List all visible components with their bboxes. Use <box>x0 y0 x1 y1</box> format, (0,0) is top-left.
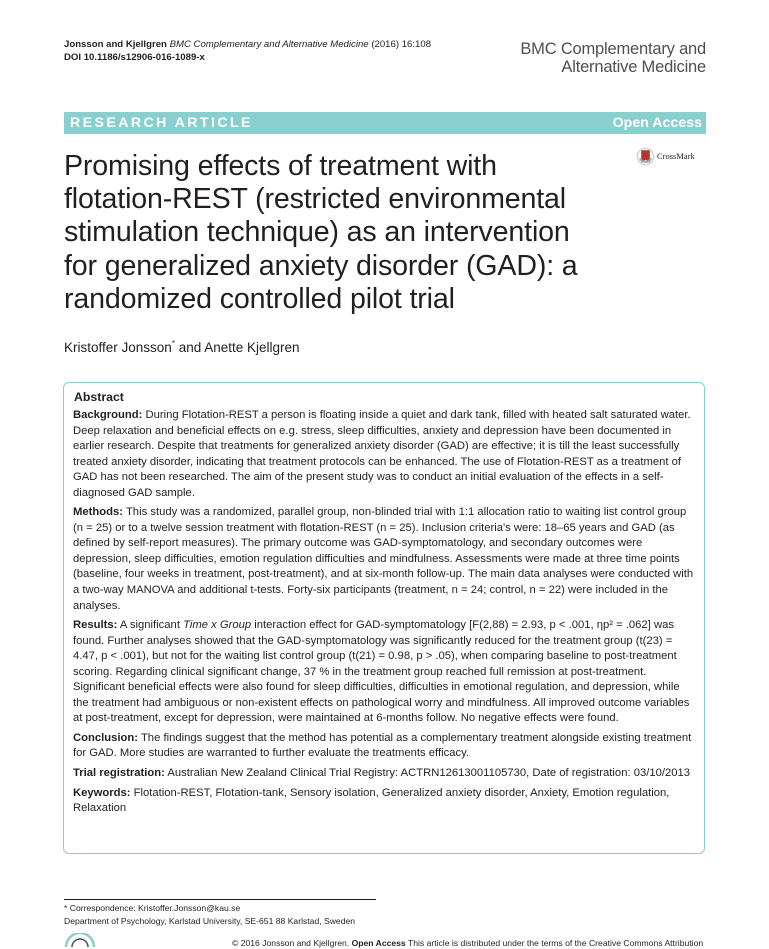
title-line: stimulation technique) as an intervention <box>64 216 570 249</box>
citation-header <box>64 38 504 64</box>
doi[interactable]: DOI 10.1186/s12906-016-1089-x <box>64 52 205 63</box>
citation-authors: Jonsson and Kjellgren <box>64 39 167 50</box>
section-text: A significant <box>119 619 184 632</box>
section-text: During Flotation-REST a person is floating inside a quiet and dark tank, filled with heated salt saturated water. Deep relaxation and beneficial effects on e.g. stress, sleep difficulties, anxiety and depression have been documented in earlier research. Despite that treatments for generalized anxiety disorder (GAD) are effective; it is till the least successfully treated anxiety disorder, indicating that treatment protocols can be enhanced. The use of Flotation-REST as a treatment of GAD has not been researched. The aim of the present study was to conduct an initial evaluation of the effects in a self-diagnosed GAD sample. <box>73 409 691 499</box>
title-line: flotation-REST (restricted environmental <box>64 183 567 216</box>
open-access-label: Open Access <box>612 115 702 131</box>
correspondence[interactable]: * Correspondence: Kristoffer.Jonsson@kau.se <box>64 903 241 913</box>
title-line: Promising effects of treatment with <box>64 150 497 182</box>
citation-journal: BMC Complementary and Alternative Medicine <box>169 39 369 50</box>
affiliation: Department of Psychology, Karlstad University, SE-651 88 Karlstad, Sweden <box>64 915 356 926</box>
abstract-trial-registration <box>73 766 695 782</box>
abstract-heading: Abstract <box>74 390 124 404</box>
section-text: Flotation-REST, Flotation-tank, Sensory isolation, Generalized anxiety disorder, Anxiety, Emotion regulation, Relaxation <box>73 786 670 815</box>
section-label: Background: <box>73 409 143 421</box>
crossmark-label: CrossMark <box>657 151 695 161</box>
article-title <box>64 150 624 316</box>
crossmark-icon <box>636 147 655 166</box>
section-label: Methods: <box>73 506 123 519</box>
license-open-access: Open Access <box>351 938 406 948</box>
license-copyright: © 2016 Jonsson and Kjellgren. <box>232 938 350 948</box>
author-name[interactable]: Kristoffer Jonsson <box>64 340 172 355</box>
section-text: Australian New Zealand Clinical Trial Registry: ACTRN12613001105730, Date of registration: 03/10/2013 <box>167 767 691 780</box>
article-type-banner <box>64 112 706 134</box>
section-label: Conclusion: <box>73 731 138 744</box>
abstract-methods <box>73 505 695 614</box>
footnote <box>64 902 355 927</box>
license-text: This article is distributed under the terms of the Creative Commons Attribution <box>407 938 704 948</box>
author-name[interactable]: Anette Kjellgren <box>204 340 300 355</box>
author-connector: and <box>174 340 205 355</box>
section-label: Keywords: <box>73 786 131 799</box>
abstract-conclusion <box>73 731 695 762</box>
abstract-keywords <box>73 786 695 817</box>
title-line: for generalized anxiety disorder (GAD): a <box>64 249 578 282</box>
abstract-results <box>73 618 695 727</box>
citation-details: (2016) 16:108 <box>371 39 432 50</box>
section-label: Results: <box>73 619 118 632</box>
footnote-divider <box>64 899 376 900</box>
license-statement <box>232 938 703 949</box>
corresponding-mark: * <box>171 339 175 348</box>
crossmark-badge[interactable] <box>636 147 708 167</box>
abstract-box <box>63 382 705 854</box>
section-label: Trial registration: <box>73 767 165 780</box>
journal-logo-line2: Alternative Medicine <box>561 58 706 76</box>
section-text: This study was a randomized, parallel group, non-blinded trial with 1:1 allocation ratio to waiting list control group (n = 25) or to a twelve session treatment with flotation-REST (n = 25). Inclusion criteria's were: 18–65 years and GAD (as defined by self-report measures). The primary outcome was GAD-symptomatology, and secondary outcomes were depression, sleep difficulties, emotion regulation difficulties and mindfulness. Assessments were made at three time points (baseline, four weeks in treatment, post-treatment), and at six-month follow-up. The main data analyses were conducted with a two-way MANOVA and additional t-tests. Forty-six participants (treatment, n = 24; control, n = 22) were included in the analyses. <box>73 506 694 612</box>
journal-logo-line1: BMC Complementary and <box>520 40 706 58</box>
section-text: interaction effect for GAD-symptomatology [F(2,88) = 2.93, p < .001, ηp² = .062] was found. Further analyses showed that the GAD-symptomatology was significantly reduced for the treatment group (t(23) = 4.47, p < .001), but not for the waiting list control group (t(21) = 0.98, p > .05), when comparing baseline to post-treatment scoring. Regarding clinical significant change, 37 % in the treatment group reached full remission at post-treatment. Significant beneficial effects were also found for sleep difficulties, difficulties in emotional regulation, and depression, while the treatment had ambiguous or non-existent effects on pathological worry and mindfulness. All improved outcome variables at post-treatment, except for depression, were maintained at 6-months follow. No negative effects were found. <box>73 619 690 725</box>
title-line: randomized controlled pilot trial <box>64 282 455 315</box>
author-list <box>64 339 300 355</box>
abstract-body <box>73 408 695 821</box>
abstract-background <box>73 408 695 501</box>
journal-logo[interactable] <box>466 40 706 76</box>
section-text-italic: Time x Group <box>183 619 252 632</box>
license-logo-icon <box>64 933 104 947</box>
article-type-label: RESEARCH ARTICLE <box>70 115 253 131</box>
section-text: The findings suggest that the method has potential as a complementary treatment alongside existing treatment for GAD. More studies are warranted to further evaluate the treatments efficacy. <box>73 731 692 760</box>
